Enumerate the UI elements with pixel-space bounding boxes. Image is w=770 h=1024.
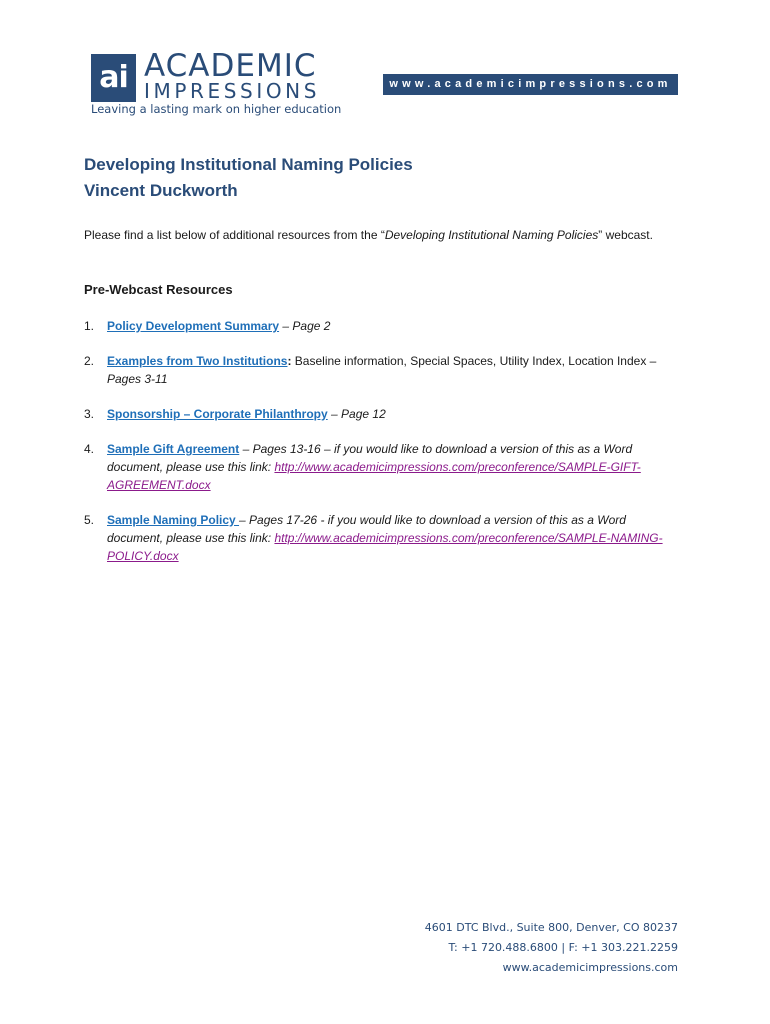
logo-tagline: Leaving a lasting mark on higher education: [91, 102, 342, 116]
gift-agreement-download-url[interactable]: http://www.academicimpressions.com/preconference/SAMPLE-GIFT-AGREEMENT.docx: [107, 460, 641, 492]
footer-address: 4601 DTC Blvd., Suite 800, Denver, CO 80237: [424, 921, 678, 934]
intro-paragraph: [84, 226, 684, 244]
academic-impressions-logo: [91, 48, 342, 120]
footer-website: www.academicimpressions.com: [502, 961, 678, 974]
item-suffix: – Page 12: [327, 407, 386, 421]
sponsorship-link[interactable]: Sponsorship – Corporate Philanthropy: [107, 407, 328, 421]
logo-word-impressions: IMPRESSIONS: [144, 79, 321, 103]
item-number: 2.: [84, 354, 95, 368]
intro-emphasis: Developing Institutional Naming Policies: [384, 228, 599, 242]
item-pages: Pages 3-11: [107, 372, 168, 386]
item-number: 3.: [84, 407, 95, 421]
examples-two-institutions-link[interactable]: Examples from Two Institutions: [107, 354, 288, 368]
policy-development-summary-link[interactable]: Policy Development Summary: [107, 319, 280, 333]
document-title: [84, 152, 413, 204]
title-line-1: Developing Institutional Naming Policies: [84, 155, 413, 174]
sample-gift-agreement-link[interactable]: Sample Gift Agreement: [107, 442, 240, 456]
list-item: [84, 317, 684, 335]
list-item: [84, 405, 684, 423]
author-name: Vincent Duckworth: [84, 181, 238, 200]
item-suffix: – Page 2: [279, 319, 331, 333]
resource-list: [84, 317, 684, 582]
footer-phone: T: +1 720.488.6800 | F: +1 303.221.2259: [448, 941, 678, 954]
logo-word-academic: ACADEMIC: [144, 48, 317, 84]
naming-policy-download-url[interactable]: http://www.academicimpressions.com/preconference/SAMPLE-NAMING-POLICY.docx: [107, 531, 663, 563]
item-detail: Baseline information, Special Spaces, Utility Index, Location Index –: [291, 354, 657, 368]
list-item: [84, 352, 684, 388]
website-banner: www.academicimpressions.com: [383, 74, 678, 95]
item-number: 4.: [84, 442, 95, 456]
list-item: [84, 511, 684, 565]
logo-mark: [91, 54, 136, 102]
footer-contact: [425, 918, 678, 978]
item-number: 5.: [84, 513, 95, 527]
logo-mark-text: ai: [99, 60, 128, 95]
item-suffix: – Pages 13-16 – if you would like to download a version of this as a Word document, please use this link:: [107, 442, 633, 474]
item-number: 1.: [84, 319, 95, 333]
intro-text-after: ” webcast.: [598, 228, 653, 242]
intro-text-before: Please find a list below of additional resources from the “: [84, 228, 385, 242]
item-suffix: – Pages 17-26 - if you would like to download a version of this as a Word document, please use this link:: [107, 513, 626, 545]
section-heading: Pre-Webcast Resources: [84, 282, 233, 297]
sample-naming-policy-link[interactable]: Sample Naming Policy: [107, 513, 240, 527]
item-colon: :: [287, 354, 292, 368]
list-item: [84, 440, 684, 494]
